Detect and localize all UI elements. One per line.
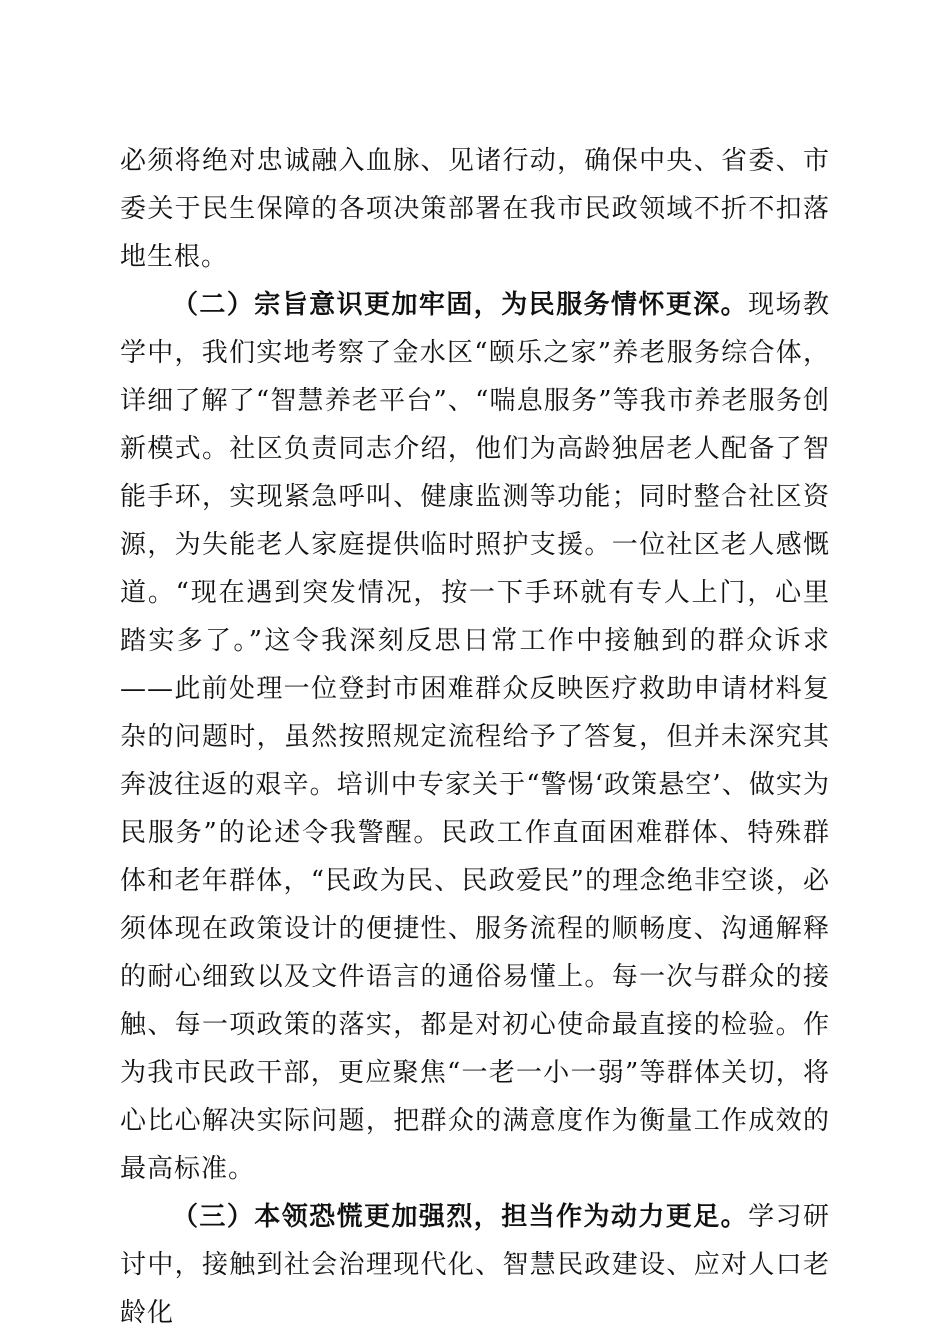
section-heading-3: （三）本领恐慌更加强烈，担当作为动力更足。 <box>172 1202 749 1232</box>
paragraph-body: 必须将绝对忠诚融入血脉、见诸行动，确保中央、省委、市委关于民生保障的各项决策部署在我市民政领域不折不扣落地生根。 <box>120 146 830 272</box>
paragraph-body: 学习研讨中，接触到社会治理现代化、智慧民政建设、应对人口老龄化 <box>120 1202 830 1328</box>
paragraph-body: 现场教学中，我们实地考察了金水区“颐乐之家”养老服务综合体，详细了解了“智慧养老平台”、“喘息服务”等我市养老服务创新模式。社区负责同志介绍，他们为高龄独居老人配备了智能手环，实现紧急呼叫、健康监测等功能；同时整合社区资源，为失能老人家庭提供临时照护支援。一位社区老人感慨道。“现在遇到突发情况，按一下手环就有专人上门，心里踏实多了。”这令我深刻反思日常工作中接触到的群众诉求——此前处理一位登封市困难群众反映医疗救助申请材料复杂的问题时，虽然按照规定流程给予了答复，但并未深究其奔波往返的艰辛。培训中专家关于“警惕‘政策悬空’、做实为民服务”的论述令我警醒。民政工作直面困难群体、特殊群体和老年群体，“民政为民、民政爱民”的理念绝非空谈，必须体现在政策设计的便捷性、服务流程的顺畅度、沟通解释的耐心细致以及文件语言的通俗易懂上。每一次与群众的接触、每一项政策的落实，都是对初心使命最直接的检验。作为我市民政干部，更应聚焦“一老一小一弱”等群体关切，将心比心解决实际问题，把群众的满意度作为衡量工作成效的最高标准。 <box>120 290 830 1184</box>
section-heading-2: （二）宗旨意识更加牢固，为民服务情怀更深。 <box>172 290 749 320</box>
document-body <box>120 137 830 1337</box>
paragraph-continuation <box>120 137 830 281</box>
paragraph-section-2 <box>120 281 830 1193</box>
paragraph-section-3 <box>120 1193 830 1337</box>
